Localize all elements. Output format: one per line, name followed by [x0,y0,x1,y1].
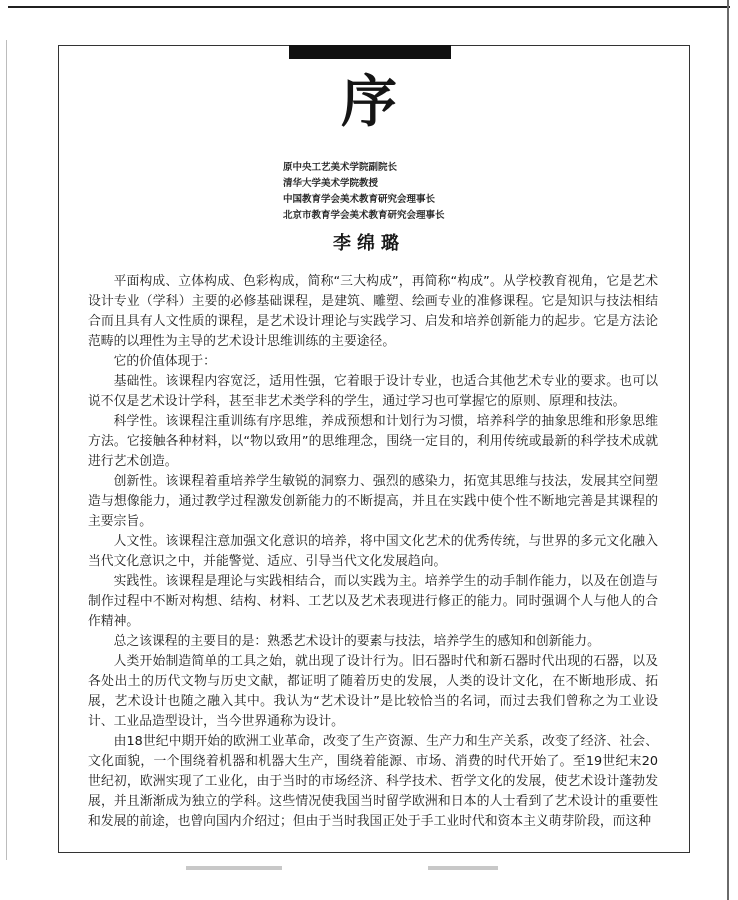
paragraph: 科学性。该课程注重训练有序思维，养成预想和计划行为习惯，培养科学的抽象思维和形象思维方法。它接触各种材料，以“物以致用”的思维理念，围绕一定目的，利用传统或最新的科学技术成就进行艺术创造。 [88,414,658,469]
scan-noise [428,866,498,870]
paragraph: 总之该课程的主要目的是：熟悉艺术设计的要素与技法，培养学生的感知和创新能力。 [113,634,600,649]
author-name: 李绵璐 [333,233,405,254]
scan-noise [186,866,282,870]
author-title-line: 原中央工艺美术学院副院长 [283,162,398,173]
paragraph: 实践性。该课程是理论与实践相结合，而以实践为主。培养学生的动手制作能力，以及在创造与制作过程中不断对构想、结构、材料、工艺以及艺术表现进行修正的能力。同时强调个人与他人的合作精神。 [88,574,658,629]
author-titles [283,160,445,224]
paragraph: 由18世纪中期开始的欧洲工业革命，改变了生产资源、生产力和生产关系，改变了经济、社会、文化面貌，一个围绕着机器和机器大生产，围绕着能源、市场、消费的时代开始了。至19世纪末20世纪初，欧洲实现了工业化，由于当时的市场经济、科学技术、哲学文化的发展，使艺术设计蓬勃发展，并且渐渐成为独立的学科。这些情况使我国当时留学欧洲和日本的人士看到了艺术设计的重要性和发展的前途，也曾向国内介绍过；但由于当时我国正处于手工业时代和资本主义萌芽阶段，而这种 [88,734,658,829]
paragraph: 人文性。该课程注意加强文化意识的培养，将中国文化艺术的优秀传统，与世界的多元文化融入当代文化意识之中，并能警觉、适应、引导当代文化发展趋向。 [88,534,658,569]
decorative-top-bar [289,45,451,59]
preface-body [88,272,658,832]
author-title-line: 北京市教育学会美术教育研究会理事长 [283,210,445,221]
page-title: 序 [341,69,397,135]
paragraph: 平面构成、立体构成、色彩构成，简称“三大构成”，再简称“构成”。从学校教育视角，它是艺术设计专业（学科）主要的必修基础课程，是建筑、雕塑、绘画专业的准修课程。它是知识与技法相结合而且具有人文性质的课程，是艺术设计理论与实践学习、启发和培养创新能力的起步。它是方法论范畴的以理性为主导的艺术设计思维训练的主要途径。 [88,274,658,349]
author-title-line: 中国教育学会美术教育研究会理事长 [283,194,436,205]
paragraph: 基础性。该课程内容宽泛，适用性强，它着眼于设计专业，也适合其他艺术专业的要求。也可以说不仅是艺术设计学科，甚至非艺术类学科的学生，通过学习也可掌握它的原则、原理和技法。 [88,374,658,409]
paragraph: 它的价值体现于： [113,354,216,369]
paragraph: 创新性。该课程着重培养学生敏锐的洞察力、强烈的感染力，拓宽其思维与技法，发展其空间塑造与想像能力，通过教学过程激发创新能力的不断提高，并且在实践中使个性不断地完善是其课程的主要宗旨。 [88,474,658,529]
paragraph: 人类开始制造简单的工具之始，就出现了设计行为。旧石器时代和新石器时代出现的石器，以及各处出土的历代文物与历史文献，都证明了随着历史的发展，人类的设计文化，在不断地形成、拓展，艺术设计也随之融入其中。我认为“艺术设计”是比较恰当的名词，而过去我们曾称之为工业设计、工业品造型设计，当今世界通称为设计。 [88,654,658,729]
scan-edge-left [6,40,7,860]
scan-edge-top [8,6,730,8]
scan-edge-right [727,0,729,900]
author-title-line: 清华大学美术学院教授 [283,178,379,189]
